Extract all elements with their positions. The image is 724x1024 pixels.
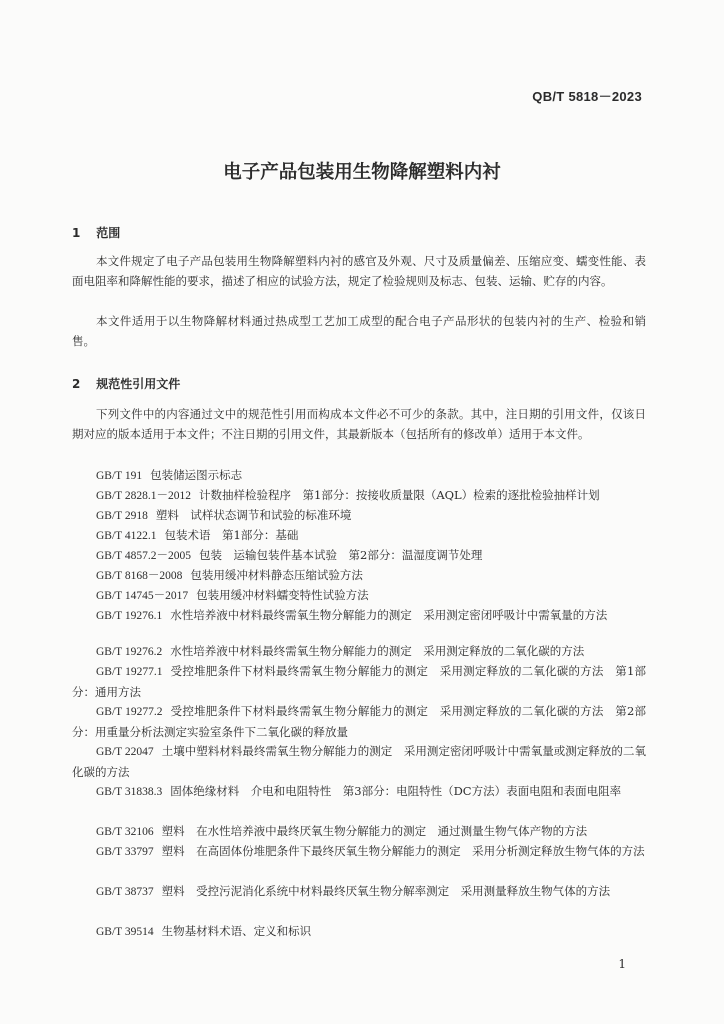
section-heading-scope <box>72 224 120 241</box>
section-number: 2 <box>72 377 81 391</box>
reference-title: 包装术语 第1部分：基础 <box>164 528 299 542</box>
reference-item <box>72 485 646 506</box>
reference-title: 受控堆肥条件下材料最终需氧生物分解能力的测定 采用测定释放的二氧化碳的方法 第2部分：用重量分析法测定实验室条件下二氧化碳的释放量 <box>72 704 647 739</box>
reference-code: GB/T 32106 <box>96 826 154 838</box>
reference-code: GB/T 2918 <box>96 510 148 522</box>
scope-paragraph: 本文件适用于以生物降解材料通过热成型工艺加工成型的配合电子产品形状的包装内衬的生产、检验和销售。 <box>72 314 646 348</box>
reference-item <box>72 841 646 862</box>
reference-title: 包装 运输包装件基本试验 第2部分：温湿度调节处理 <box>199 548 483 562</box>
section-title: 范围 <box>96 226 121 240</box>
reference-item <box>72 921 646 942</box>
reference-item <box>72 505 646 526</box>
reference-code: GB/T 19277.2 <box>96 706 163 718</box>
reference-code: GB/T 19277.1 <box>96 666 163 678</box>
reference-code: GB/T 4857.2－2005 <box>96 550 191 562</box>
reference-code: GB/T 39514 <box>96 926 154 938</box>
reference-item <box>72 701 646 742</box>
reference-item <box>72 465 646 486</box>
reference-code: GB/T 22047 <box>96 746 154 758</box>
reference-item <box>72 821 646 842</box>
reference-title: 塑料 受控污泥消化系统中材料最终厌氧生物分解率测定 采用测量释放生物气体的方法 <box>161 884 611 898</box>
reference-item <box>72 741 646 782</box>
reference-code: GB/T 38737 <box>96 886 154 898</box>
document-title: 电子产品包装用生物降解塑料内衬 <box>223 162 501 183</box>
reference-code: GB/T 4122.1 <box>96 530 157 542</box>
reference-item <box>72 881 646 902</box>
reference-code: GB/T 33797 <box>96 846 154 858</box>
reference-title: 塑料 在水性培养液中最终厌氧生物分解能力的测定 通过测量生物气体产物的方法 <box>161 824 588 838</box>
section-title: 规范性引用文件 <box>96 377 181 391</box>
reference-code: GB/T 14745－2017 <box>96 590 189 602</box>
reference-item <box>72 585 646 606</box>
reference-title: 包装用缓冲材料蠕变特性试验方法 <box>196 588 369 602</box>
reference-item <box>72 641 646 662</box>
reference-title: 生物基材料术语、定义和标识 <box>161 924 312 938</box>
reference-item <box>72 545 646 566</box>
reference-code: GB/T 8168－2008 <box>96 570 183 582</box>
section-number: 1 <box>72 226 81 240</box>
reference-item <box>72 661 646 702</box>
reference-item <box>72 605 646 626</box>
reference-title: 固体绝缘材料 介电和电阻特性 第3部分：电阻特性（DC方法）表面电阻和表面电阻率 <box>170 784 622 798</box>
references-intro-paragraph: 下列文件中的内容通过文中的规范性引用而构成本文件必不可少的条款。其中，注日期的引用文件，仅该日期对应的版本适用于本文件；不注日期的引用文件，其最新版本（包括所有的修改单）适用于本文件。 <box>72 407 646 441</box>
reference-title: 土壤中塑料材料最终需氧生物分解能力的测定 采用测定密闭呼吸计中需氧量或测定释放的二氧化碳的方法 <box>72 744 646 779</box>
reference-code: GB/T 19276.1 <box>96 610 163 622</box>
reference-item <box>72 525 646 546</box>
reference-title: 包装储运图示标志 <box>150 468 243 482</box>
reference-code: GB/T 191 <box>96 470 143 482</box>
reference-title: 计数抽样检验程序 第1部分：按接收质量限（AQL）检索的逐批检验抽样计划 <box>199 488 600 502</box>
reference-item <box>72 565 646 586</box>
reference-title: 包装用缓冲材料静态压缩试验方法 <box>190 568 363 582</box>
reference-item <box>72 781 646 802</box>
reference-title: 受控堆肥条件下材料最终需氧生物分解能力的测定 采用测定释放的二氧化碳的方法 第1部分：通用方法 <box>72 664 647 699</box>
reference-title: 塑料 在高固体份堆肥条件下最终厌氧生物分解能力的测定 采用分析测定释放生物气体的方法 <box>161 844 645 858</box>
page-number: 1 <box>618 957 626 971</box>
standard-code: QB/T 5818－2023 <box>532 89 642 104</box>
section-heading-normative-references <box>72 375 180 392</box>
scope-paragraph: 本文件规定了电子产品包装用生物降解塑料内衬的感官及外观、尺寸及质量偏差、压缩应变、蠕变性能、表面电阻率和降解性能的要求，描述了相应的试验方法，规定了检验规则及标志、包装、运输、贮存的内容。 <box>72 254 646 288</box>
reference-code: GB/T 31838.3 <box>96 786 163 798</box>
reference-title: 水性培养液中材料最终需氧生物分解能力的测定 采用测定密闭呼吸计中需氧量的方法 <box>170 608 608 622</box>
reference-title: 塑料 试样状态调节和试验的标准环境 <box>155 508 352 522</box>
reference-title: 水性培养液中材料最终需氧生物分解能力的测定 采用测定释放的二氧化碳的方法 <box>170 644 585 658</box>
reference-code: GB/T 2828.1－2012 <box>96 490 191 502</box>
reference-code: GB/T 19276.2 <box>96 646 163 658</box>
